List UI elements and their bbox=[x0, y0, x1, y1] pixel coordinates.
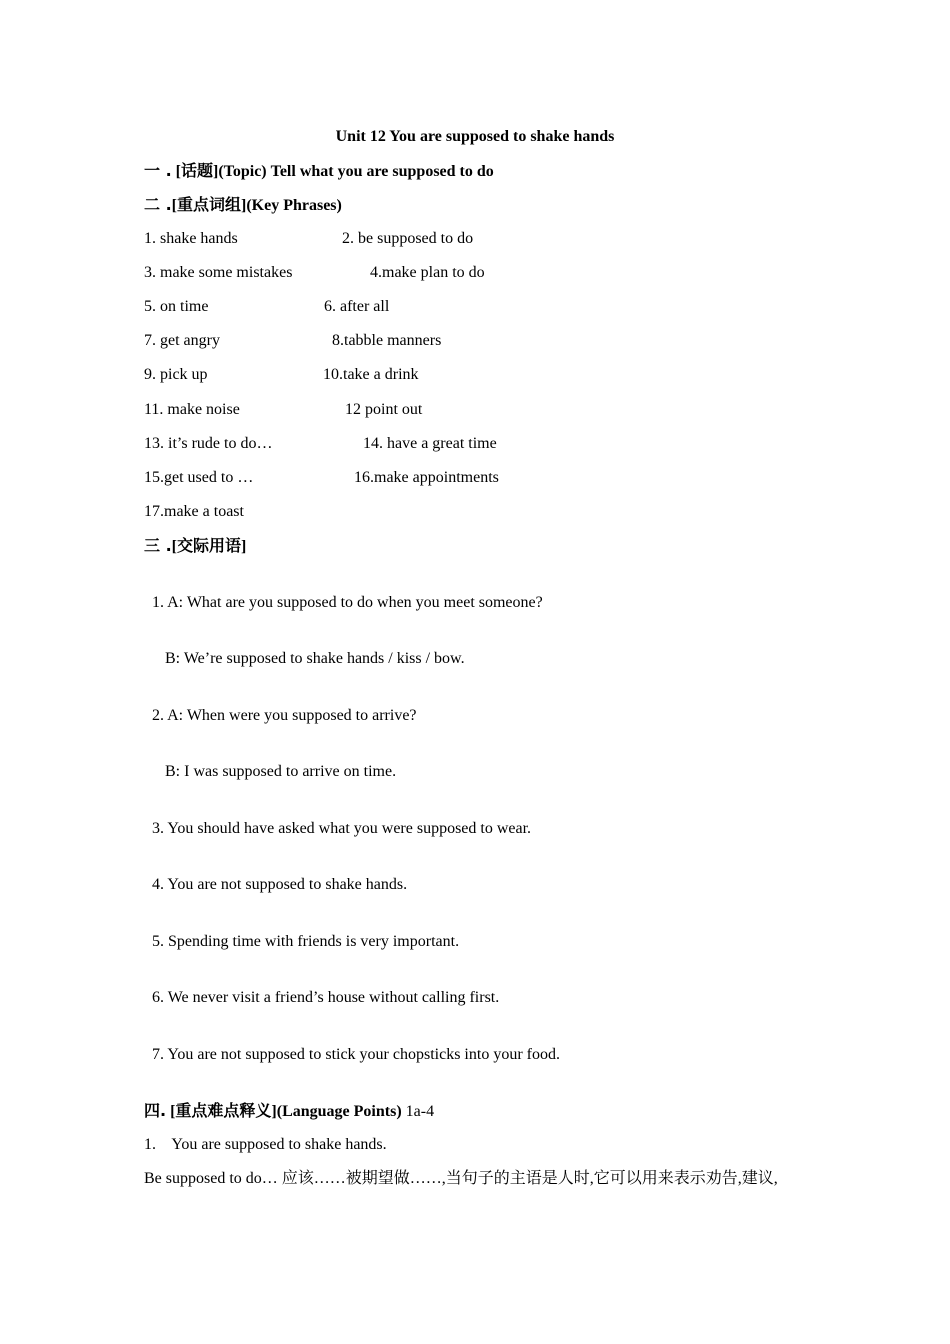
language-point-item: 1. You are supposed to shake hands. bbox=[144, 1136, 387, 1153]
phrase-item: 8.tabble manners bbox=[332, 332, 442, 349]
section-label: [重点词组](Key Phrases) bbox=[171, 197, 342, 214]
phrase-item: 1. shake hands bbox=[144, 230, 238, 247]
phrase-item: 4.make plan to do bbox=[370, 264, 485, 281]
section-communication-heading bbox=[144, 536, 246, 557]
phrase-item: 14. have a great time bbox=[363, 435, 497, 452]
dialogue-line: 3. You should have asked what you were supposed to wear. bbox=[152, 820, 532, 837]
section-label: [重点难点释义](Language Points) bbox=[170, 1103, 402, 1120]
phrase-item: 16.make appointments bbox=[354, 469, 499, 486]
dialogue-line: 4. You are not supposed to shake hands. bbox=[152, 876, 408, 893]
phrase-item: 6. after all bbox=[324, 298, 390, 315]
page-title: Unit 12 You are supposed to shake hands bbox=[335, 128, 615, 145]
language-point-explanation: Be supposed to do… 应该……被期望做……,当句子的主语是人时,它可以用来表示劝告,建议, bbox=[144, 1170, 778, 1187]
section-number: 四. bbox=[144, 1101, 167, 1120]
dialogue-line: 7. You are not supposed to stick your chopsticks into your food. bbox=[152, 1046, 560, 1063]
section-number: 三 . bbox=[144, 536, 172, 555]
section-label: [话题](Topic) Tell what you are supposed to do bbox=[175, 163, 494, 180]
dialogue-line: 6. We never visit a friend’s house without calling first. bbox=[152, 989, 500, 1006]
section-label: [交际用语] bbox=[171, 538, 247, 555]
phrase-item: 11. make noise bbox=[144, 401, 240, 418]
phrase-item: 13. it’s rude to do… bbox=[144, 435, 273, 452]
dialogue-line: B: We’re supposed to shake hands / kiss / bow. bbox=[165, 650, 465, 667]
section-number: 二 . bbox=[144, 195, 172, 214]
phrase-item: 15.get used to … bbox=[144, 469, 254, 486]
phrase-item: 3. make some mistakes bbox=[144, 264, 293, 281]
section-key-phrases-heading bbox=[144, 195, 342, 216]
phrase-item: 12 point out bbox=[345, 401, 423, 418]
phrase-item: 2. be supposed to do bbox=[342, 230, 474, 247]
section-number: 一 . bbox=[144, 161, 172, 180]
dialogue-line: 1. A: What are you supposed to do when you meet someone? bbox=[152, 594, 543, 611]
phrase-item: 17.make a toast bbox=[144, 503, 244, 520]
section-suffix: 1a-4 bbox=[405, 1103, 435, 1120]
phrase-item: 5. on time bbox=[144, 298, 209, 315]
phrase-item: 9. pick up bbox=[144, 366, 208, 383]
dialogue-line: 2. A: When were you supposed to arrive? bbox=[152, 707, 417, 724]
dialogue-line: B: I was supposed to arrive on time. bbox=[165, 763, 397, 780]
section-topic-heading bbox=[144, 161, 494, 182]
section-language-points-heading bbox=[144, 1101, 434, 1122]
phrase-item: 7. get angry bbox=[144, 332, 220, 349]
dialogue-line: 5. Spending time with friends is very important. bbox=[152, 933, 460, 950]
phrase-item: 10.take a drink bbox=[323, 366, 419, 383]
